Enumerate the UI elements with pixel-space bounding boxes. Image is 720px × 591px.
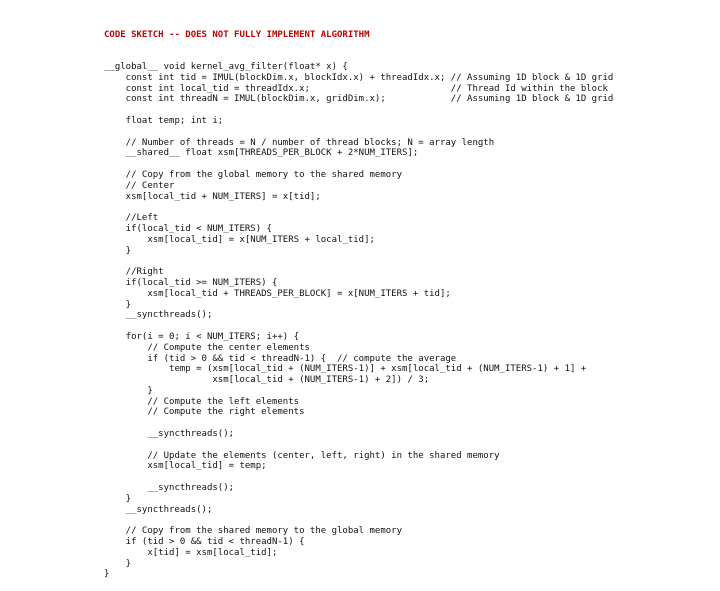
code-line: // Center [104, 180, 175, 191]
code-heading: CODE SKETCH -- DOES NOT FULLY IMPLEMENT ALGORITHM [104, 29, 370, 40]
code-line [104, 159, 613, 170]
code-line: } [104, 569, 110, 580]
code-line: temp = (xsm[local_tid + (NUM_ITERS-1)] + xsm[local_tid + (NUM_ITERS-1) + 1] + [104, 364, 587, 375]
code-line: if(local_tid >= NUM_ITERS) { [104, 277, 278, 288]
code-line: // Number of threads = N / number of thread blocks; N = array length [104, 137, 495, 148]
code-line: xsm[local_tid] = x[NUM_ITERS + local_tid]; [104, 234, 375, 245]
code-line: // Compute the center elements [104, 342, 310, 353]
code-line [104, 515, 613, 526]
code-line [104, 202, 613, 213]
code-line: if(local_tid < NUM_ITERS) { [104, 223, 272, 234]
code-line: float temp; int i; [104, 115, 224, 126]
code-line: xsm[local_tid + NUM_ITERS] = x[tid]; [104, 191, 321, 202]
code-line: if (tid > 0 && tid < threadN-1) { [104, 537, 305, 548]
code-line: // Compute the right elements [104, 407, 305, 418]
code-line: //Right [104, 267, 164, 278]
code-line: xsm[local_tid] = temp; [104, 461, 267, 472]
code-line: // Compute the left elements [104, 396, 300, 407]
code-line: for(i = 0; i < NUM_ITERS; i++) { [104, 331, 300, 342]
code-line: __syncthreads(); [104, 429, 235, 440]
code-line: // Copy from the shared memory to the global memory [104, 526, 403, 537]
code-line: const int local_tid = threadIdx.x; // Thread Id within the block [104, 83, 608, 94]
code-line [104, 105, 613, 116]
code-line: } [104, 493, 132, 504]
code-line: __shared__ float xsm[THREADS_PER_BLOCK + 2*NUM_ITERS]; [104, 148, 419, 159]
code-line [104, 440, 613, 451]
code-line: if (tid > 0 && tid < threadN-1) { // compute the average [104, 353, 457, 364]
code-line: const int tid = IMUL(blockDim.x, blockIdx.x) + threadIdx.x; // Assuming 1D block & 1D grid [104, 72, 614, 83]
code-line [104, 321, 613, 332]
code-line: xsm[local_tid + (NUM_ITERS-1) + 2]) / 3; [104, 375, 430, 386]
code-line [104, 127, 613, 138]
code-line: } [104, 299, 132, 310]
code-line: //Left [104, 213, 159, 224]
code-line: // Copy from the global memory to the shared memory [104, 169, 403, 180]
code-listing [104, 8, 613, 591]
code-line: __syncthreads(); [104, 483, 235, 494]
code-line: } [104, 245, 132, 256]
code-line: __global__ void kernel_avg_filter(float* x) { [104, 61, 348, 72]
code-line: xsm[local_tid + THREADS_PER_BLOCK] = x[NUM_ITERS + tid]; [104, 288, 451, 299]
code-line [104, 472, 613, 483]
code-line: __syncthreads(); [104, 504, 213, 515]
code-line [104, 418, 613, 429]
code-line [104, 256, 613, 267]
code-lines [104, 62, 613, 580]
code-line: } [104, 558, 132, 569]
code-line: x[tid] = xsm[local_tid]; [104, 547, 278, 558]
code-line: } [104, 385, 153, 396]
code-line: __syncthreads(); [104, 310, 213, 321]
code-line: // Update the elements (center, left, right) in the shared memory [104, 450, 500, 461]
code-line: const int threadN = IMUL(blockDim.x, gridDim.x); // Assuming 1D block & 1D grid [104, 94, 614, 105]
